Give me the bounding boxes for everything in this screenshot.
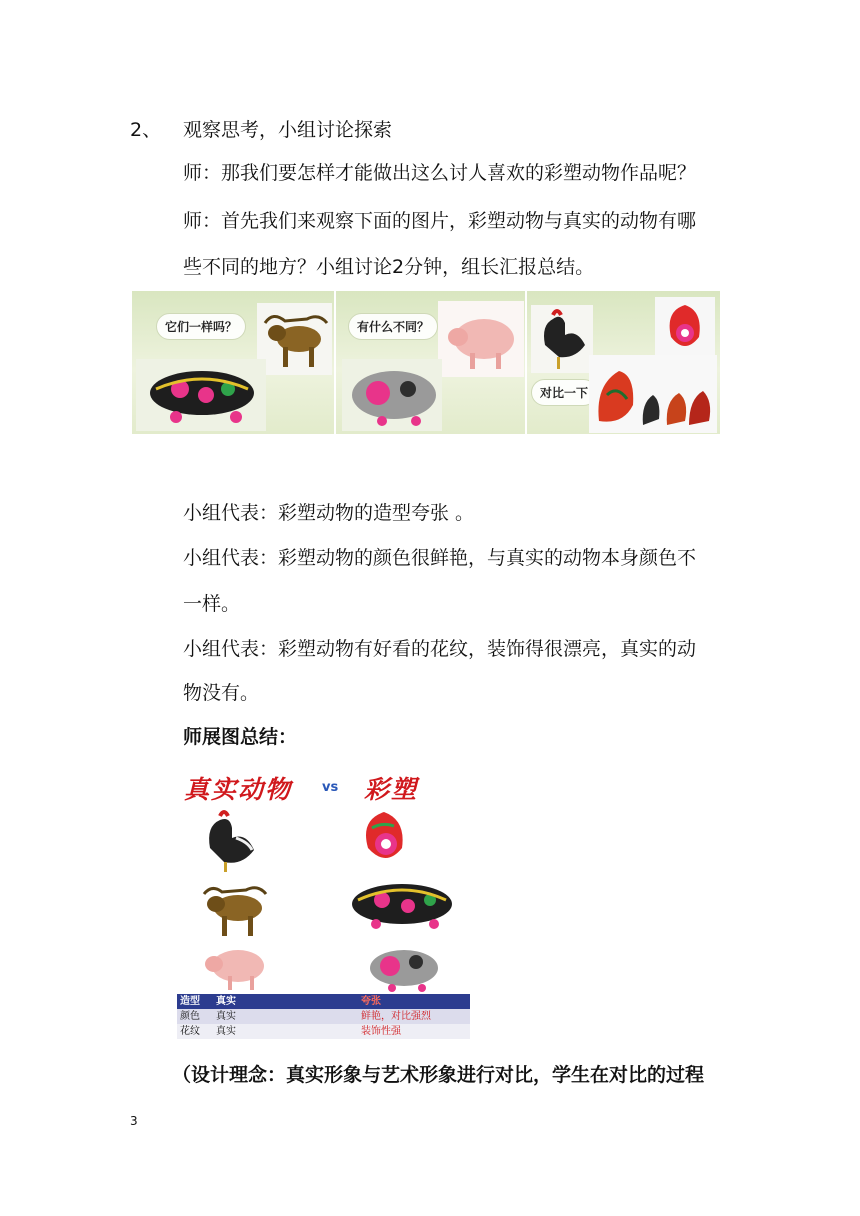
real-ox-photo	[257, 303, 332, 375]
group-line-2: 小组代表：彩塑动物的颜色很鲜艳，与真实的动物本身颜色不	[183, 547, 697, 569]
real-rooster-image	[196, 808, 262, 874]
painted-pig-image	[362, 944, 442, 994]
real-ox-image	[198, 878, 270, 940]
real-pig-image	[200, 944, 270, 992]
table-cell: 真实	[216, 1026, 236, 1037]
group-line-3: 一样。	[183, 593, 241, 615]
table-cell: 装饰性强	[361, 1026, 401, 1037]
table-cell: 颜色	[180, 1011, 200, 1022]
slide-label-2: 有什么不同？	[348, 313, 438, 340]
table-header-row	[177, 994, 470, 1009]
comparison-left-title: 真实动物	[184, 775, 293, 804]
table-row	[177, 1024, 470, 1039]
group-line-1: 小组代表：彩塑动物的造型夸张 。	[183, 502, 475, 524]
teacher-line-3: 些不同的地方？小组讨论2分钟，组长汇报总结。	[183, 256, 595, 278]
group-line-5: 物没有。	[183, 682, 260, 704]
painted-ox-photo	[136, 359, 266, 431]
table-cell: 花纹	[180, 1026, 200, 1037]
comparison-vs: vs	[322, 780, 339, 795]
table-header-cell: 造型	[180, 996, 200, 1007]
painted-ox-image	[346, 876, 458, 934]
table-cell: 鲜艳，对比强烈	[361, 1011, 431, 1022]
section-title: 观察思考，小组讨论探索	[183, 119, 393, 141]
painted-roosters-group-photo	[589, 355, 717, 433]
table-row	[177, 1009, 470, 1024]
page-number: 3	[130, 1114, 138, 1128]
real-rooster-photo	[531, 305, 593, 373]
painted-rooster-image	[352, 806, 420, 872]
comparison-right-title: 彩塑	[364, 775, 419, 804]
slide-pig-compare	[336, 291, 525, 434]
table-header-cell: 真实	[216, 996, 236, 1007]
section-number: 2、	[130, 119, 162, 141]
slide-ox-compare	[132, 291, 334, 434]
comparison-table	[177, 994, 470, 1039]
teacher-line-2: 师：首先我们来观察下面的图片，彩塑动物与真实的动物有哪	[183, 210, 697, 232]
table-header-cell: 夸张	[361, 996, 381, 1007]
table-cell: 真实	[216, 1011, 236, 1022]
group-line-4: 小组代表：彩塑动物有好看的花纹，装饰得很漂亮，真实的动	[183, 638, 697, 660]
design-note: （设计理念：真实形象与艺术形象进行对比，学生在对比的过程	[172, 1064, 705, 1086]
slide-label-1: 它们一样吗？	[156, 313, 246, 340]
painted-pig-photo	[342, 359, 442, 431]
slide-rooster-compare	[527, 291, 720, 434]
real-pig-photo	[438, 301, 524, 377]
slide-label-3: 对比一下	[531, 379, 597, 406]
teacher-line-1: 师：那我们要怎样才能做出这么讨人喜欢的彩塑动物作品呢？	[183, 162, 697, 184]
painted-rooster-small-photo	[655, 297, 715, 361]
summary-heading: 师展图总结：	[183, 726, 298, 748]
